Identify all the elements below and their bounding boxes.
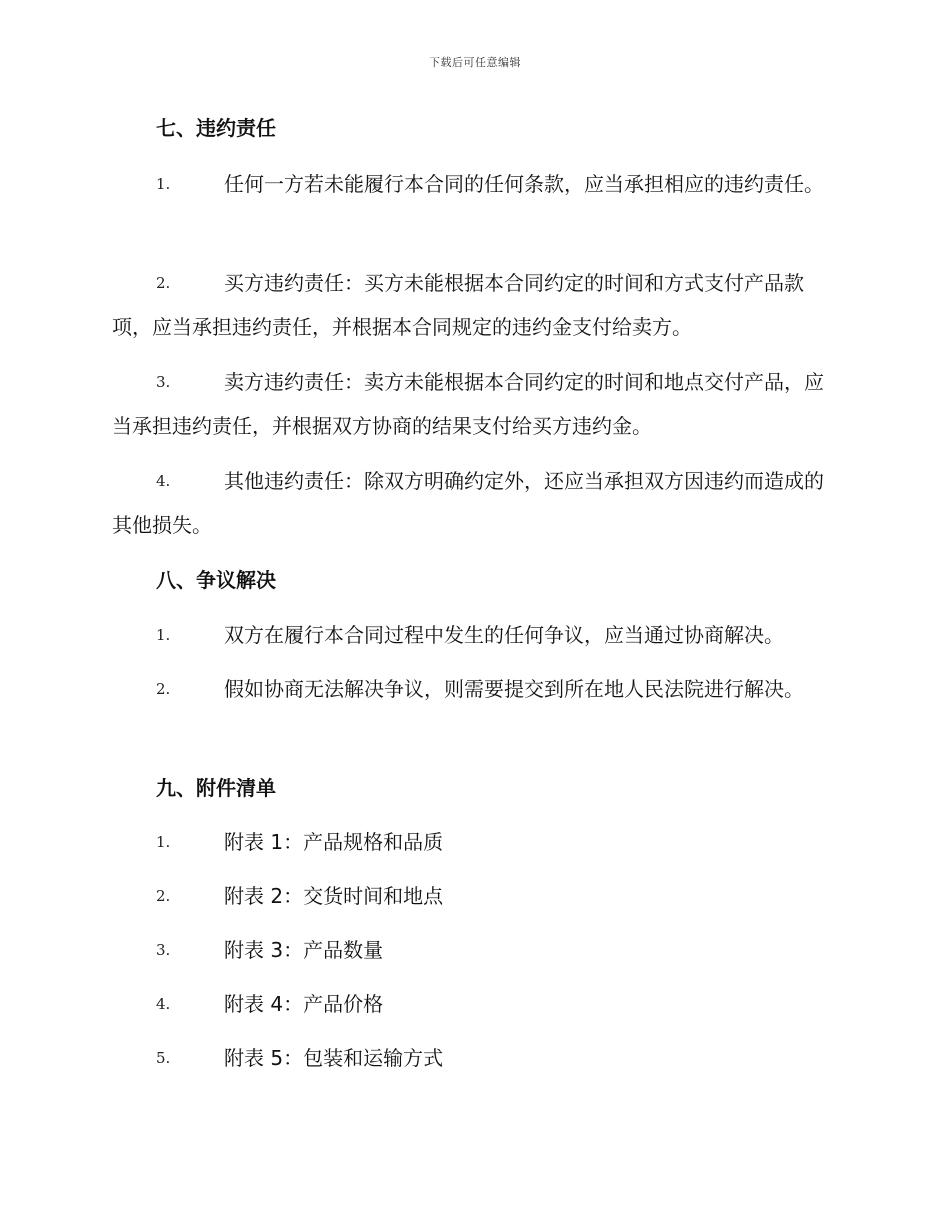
- section-heading-breach: 七、违约责任: [156, 116, 276, 140]
- list-item-number: 2.: [156, 887, 171, 905]
- list-item-text: 假如协商无法解决争议，则需要提交到所在地人民法院进行解决。: [224, 677, 804, 701]
- list-item-text: 双方在履行本合同过程中发生的任何争议，应当通过协商解决。: [224, 623, 784, 647]
- list-item-number: 1.: [156, 833, 171, 851]
- list-item-text: 附表 4：产品价格: [224, 992, 384, 1016]
- list-item-text: 任何一方若未能履行本合同的任何条款，应当承担相应的违约责任。: [224, 172, 824, 196]
- list-item: [112, 459, 834, 547]
- list-item-number: 4.: [156, 472, 171, 490]
- section-heading-attachments: 九、附件清单: [156, 776, 276, 800]
- list-item: [112, 820, 834, 864]
- list-item-number: 2.: [156, 274, 171, 292]
- section-heading-dispute: 八、争议解决: [156, 568, 276, 592]
- list-item-text: 买方违约责任：买方未能根据本合同约定的时间和方式支付产品款项，应当承担违约责任，并根据本合同规定的违约金支付给卖方。: [112, 271, 804, 339]
- list-item-text: 附表 1：产品规格和品质: [224, 830, 444, 854]
- list-item: [112, 613, 834, 657]
- list-item-number: 3.: [156, 373, 171, 391]
- list-item-text: 附表 2：交货时间和地点: [224, 884, 444, 908]
- list-item: [112, 162, 834, 206]
- list-item-number: 4.: [156, 995, 171, 1013]
- list-item-text: 其他违约责任：除双方明确约定外，还应当承担双方因违约而造成的其他损失。: [112, 469, 824, 537]
- list-item-number: 1.: [156, 175, 171, 193]
- list-item-text: 附表 3：产品数量: [224, 938, 384, 962]
- list-item: [112, 261, 834, 349]
- page-header: 下载后可任意编辑: [429, 56, 521, 69]
- list-item-text: 卖方违约责任：卖方未能根据本合同约定的时间和地点交付产品，应当承担违约责任，并根据双方协商的结果支付给买方违约金。: [112, 370, 824, 438]
- list-item: [112, 360, 834, 448]
- list-item: [112, 667, 834, 711]
- list-item-text: 附表 5：包装和运输方式: [224, 1046, 444, 1070]
- list-item-number: 5.: [156, 1049, 171, 1067]
- list-item: [112, 1036, 834, 1080]
- list-item-number: 3.: [156, 941, 171, 959]
- list-item: [112, 928, 834, 972]
- list-item-number: 2.: [156, 680, 171, 698]
- list-item: [112, 874, 834, 918]
- list-item: [112, 982, 834, 1026]
- list-item-number: 1.: [156, 626, 171, 644]
